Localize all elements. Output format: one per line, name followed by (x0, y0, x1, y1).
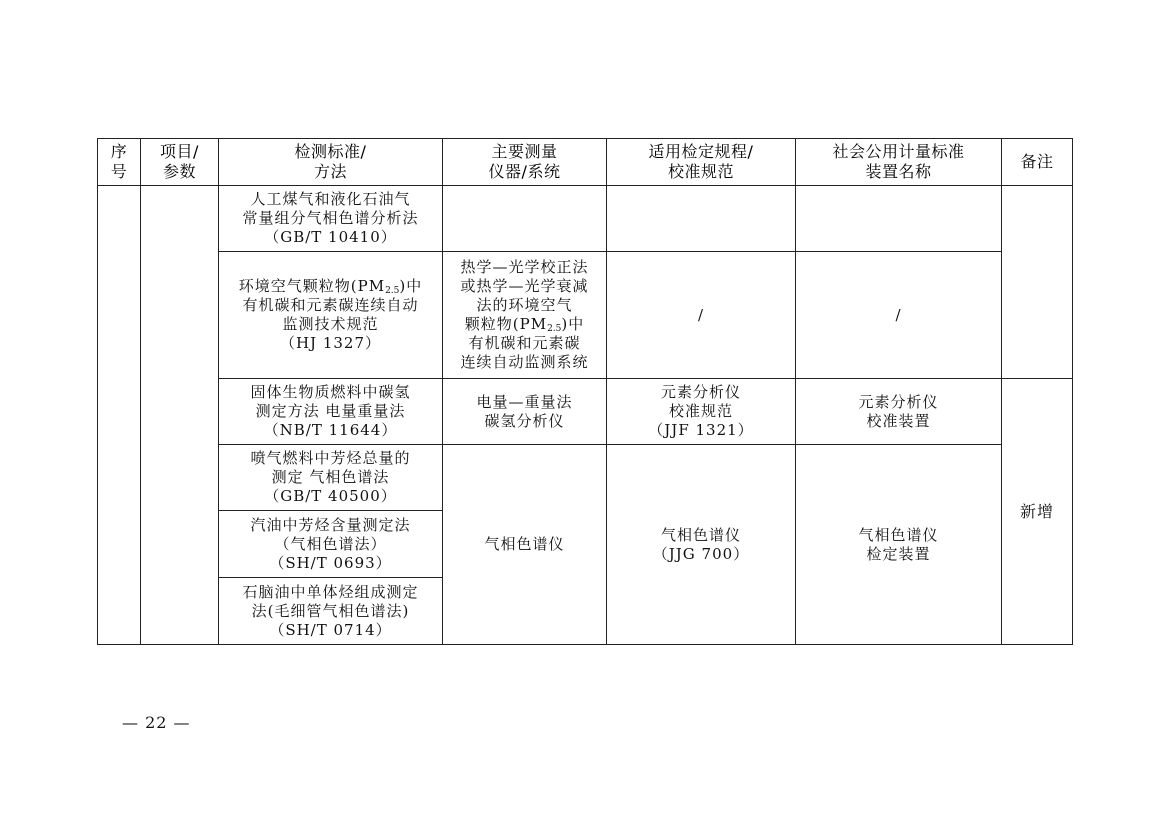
standard-cell: 石脑油中单体烃组成测定 法(毛细管气相色谱法) （SH/T 0714） (219, 578, 443, 645)
instrument-cell: 气相色谱仪 (443, 445, 607, 645)
standard-cell: 环境空气颗粒物$(PM_{2.5})$中 有机碳和元素碳连续自动 监测技术规范 （HJ 1327） (219, 252, 443, 379)
item-parameter-cell (141, 186, 219, 645)
instrument-cell: 热学—光学校正法 或热学—光学衰减 法的环境空气 颗粒物$(PM_{2.5})$中 有机碳和元素碳 连续自动监测系统 (443, 252, 607, 379)
header-test-standard-method: 检测标准/ 方法 (219, 139, 443, 186)
standard-cell: 喷气燃料中芳烃总量的 测定 气相色谱法 （GB/T 40500） (219, 445, 443, 511)
remarks-cell: 新增 (1002, 379, 1073, 645)
serial-number-cell (98, 186, 141, 645)
header-serial-number: 序 号 (98, 139, 141, 186)
standard-cell: 汽油中芳烃含量测定法 （气相色谱法） （SH/T 0693） (219, 511, 443, 578)
regulation-cell (607, 186, 796, 252)
header-item-parameter: 项目/ 参数 (141, 139, 219, 186)
standard-device-cell: 气相色谱仪 检定装置 (796, 445, 1002, 645)
page-number: — 22 — (122, 713, 191, 732)
header-row (98, 139, 1073, 186)
table-row (98, 186, 1073, 252)
header-public-measurement-standard: 社会公用计量标准 装置名称 (796, 139, 1002, 186)
regulation-cell: 元素分析仪 校准规范 （JJF 1321） (607, 379, 796, 445)
table-row (98, 445, 1073, 511)
instrument-cell (443, 186, 607, 252)
header-main-instrument-system: 主要测量 仪器/系统 (443, 139, 607, 186)
standard-device-cell: 元素分析仪 校准装置 (796, 379, 1002, 445)
standard-device-cell: / (796, 252, 1002, 379)
header-remarks: 备注 (1002, 139, 1073, 186)
table-row (98, 379, 1073, 445)
standard-device-cell (796, 186, 1002, 252)
standard-cell: 人工煤气和液化石油气 常量组分气相色谱分析法 （GB/T 10410） (219, 186, 443, 252)
regulation-cell: / (607, 252, 796, 379)
table-row (98, 252, 1073, 379)
regulation-cell: 气相色谱仪 （JJG 700） (607, 445, 796, 645)
header-verification-regulation: 适用检定规程/ 校准规范 (607, 139, 796, 186)
standards-table (97, 138, 1073, 645)
instrument-cell: 电量—重量法 碳氢分析仪 (443, 379, 607, 445)
standard-cell: 固体生物质燃料中碳氢 测定方法 电量重量法 （NB/T 11644） (219, 379, 443, 445)
remarks-cell (1002, 186, 1073, 379)
